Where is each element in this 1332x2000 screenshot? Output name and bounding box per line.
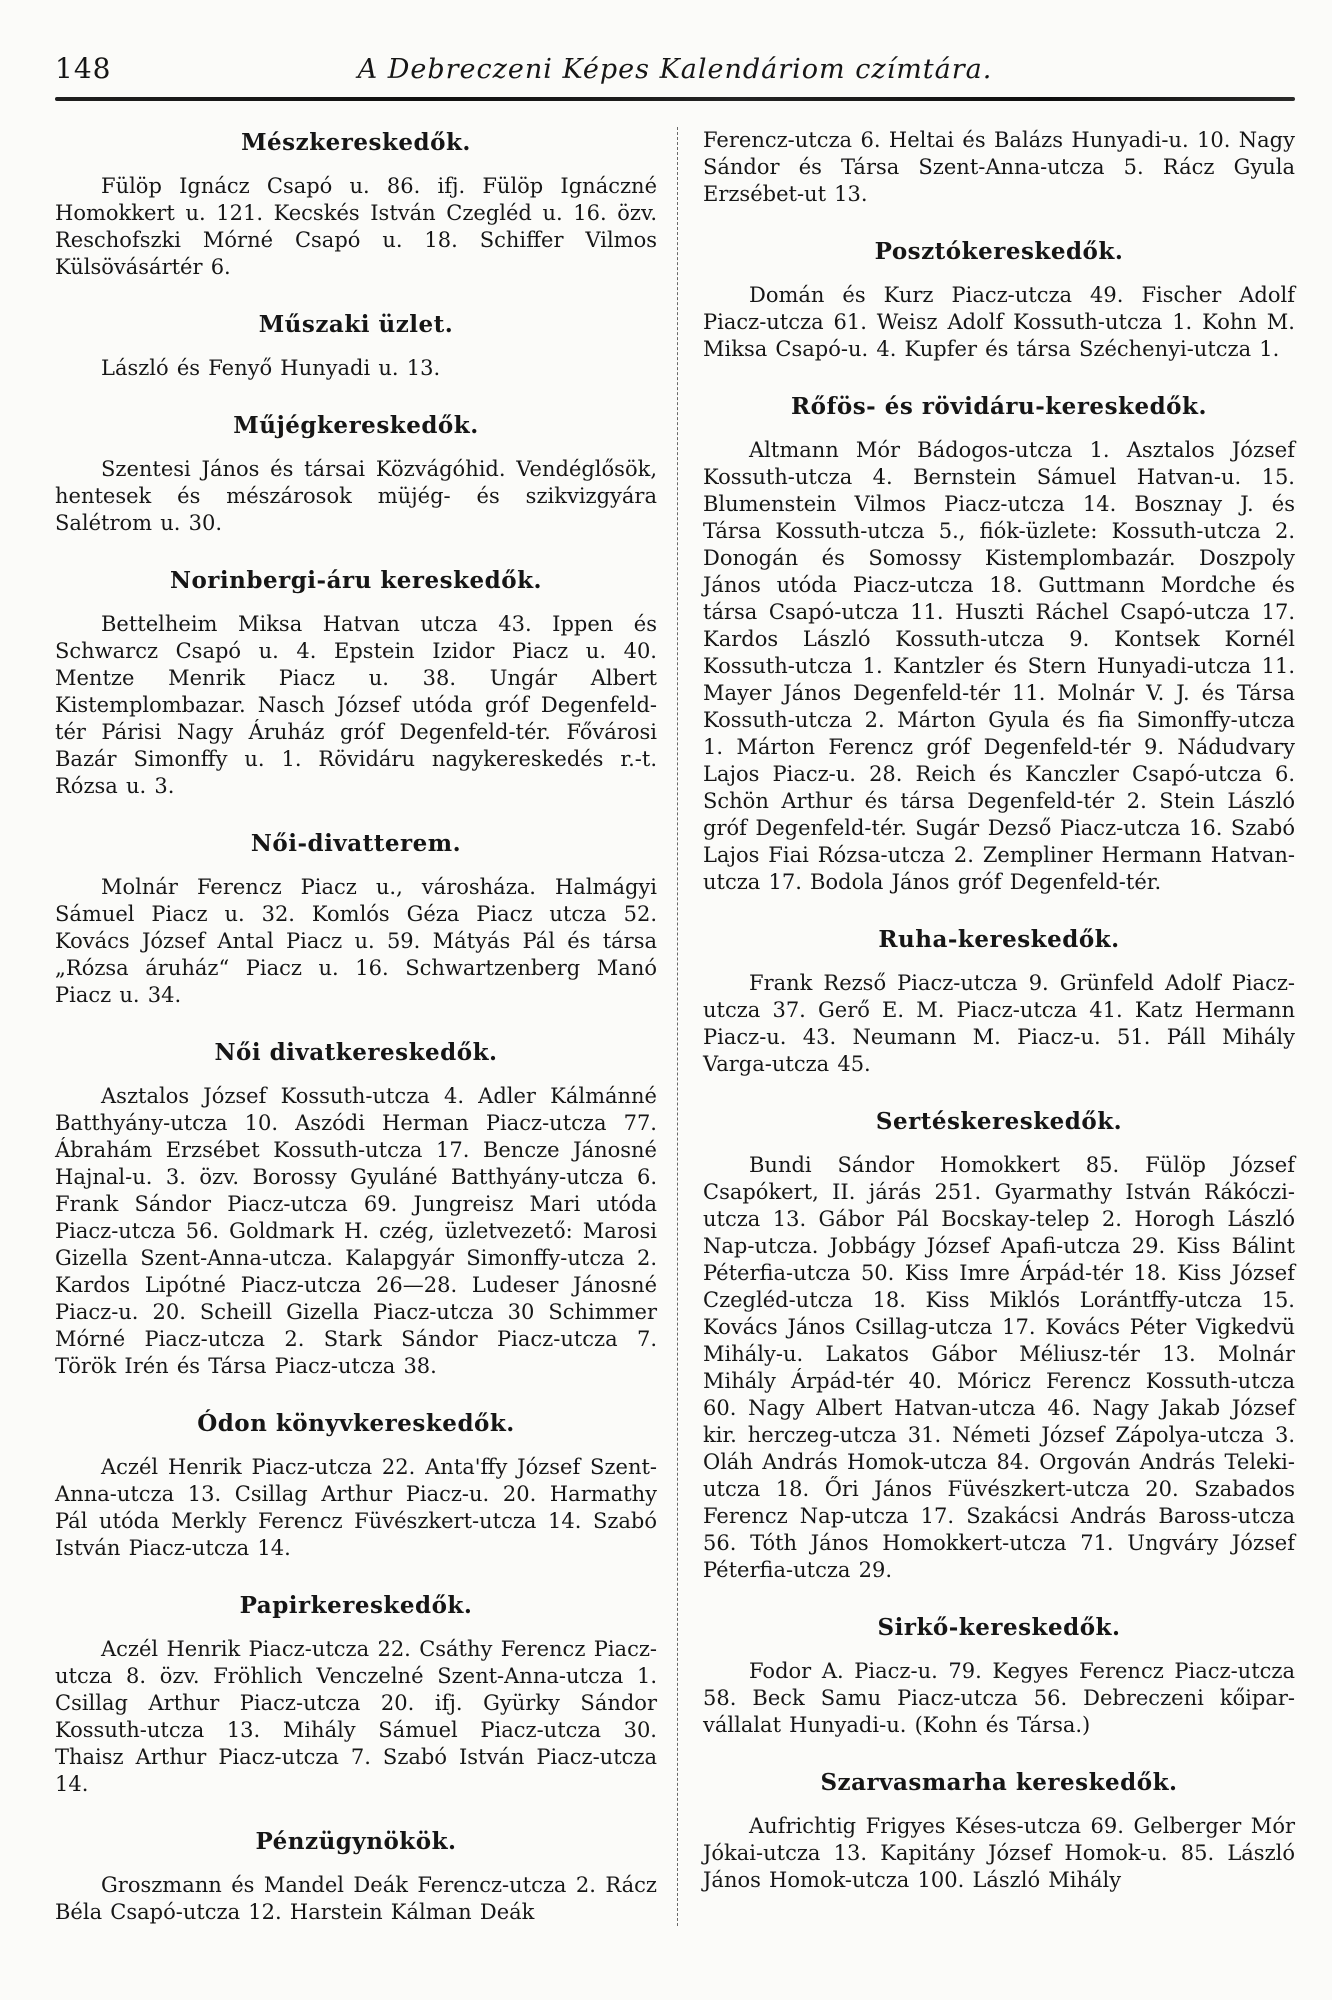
section-body: Asztalos József Kossuth-utcza 4. Adler Kálmánné Batthyány-utcza 10. Aszódi Herman Piacz-utcza 77. Ábrahám Erzsébet Kossuth-utcza 17. Bencze Jánosné Hajnal-u. 3. özv. Borossy Gyuláné Batthyány-utcza 6. Frank Sándor Piacz-utcza 69. Jungreisz Mari utóda Piacz-utcza 56. Goldmark H. czég, üzletvezető: Marosi Gizella Szent-Anna-utcza. Kalapgyár Simonffy-utcza 2. Kardos Lipótné Piacz-utcza 26—28. Ludeser Jánosné Piacz-u. 20. Scheill Gizella Piacz-utcza 30 Schimmer Mórné Piacz-utcza 2. Stark Sándor Piacz-utcza 7. Török Irén és Társa Piacz-utcza 38. (55, 1084, 657, 1378)
section-heading: Posztókereskedők. (874, 238, 1124, 265)
section-heading: Szarvasmarha kereskedők. (820, 1769, 1178, 1796)
section-body: Bettelheim Miksa Hatvan utcza 43. Ippen és Schwarcz Csapó u. 4. Epstein Izidor Piacz u. 40. Mentze Menrik Piacz u. 38. Ungár Albert Kistemplombazar. Nasch József utóda gróf Degenfeld-tér Párisi Nagy Áruház gróf Degenfeld-tér. Fővárosi Bazár Simonffy u. 1. Rövidáru nagykereskedés r.-t. Rózsa u. 3. (55, 612, 657, 798)
section-body: Domán és Kurz Piacz-utcza 49. Fischer Adolf Piacz-utcza 61. Weisz Adolf Kossuth-utcza 1. Kohn M. Miksa Csapó-u. 4. Kupfer és társa Széchenyi-utcza 1. (703, 283, 1295, 361)
header-rule (55, 97, 1295, 101)
section-body: Molnár Ferencz Piacz u., városháza. Halmágyi Sámuel Piacz u. 32. Komlós Géza Piacz utcza 52. Kovács József Antal Piacz u. 59. Mátyás Pál és társa „Rózsa áruház“ Piacz u. 16. Schwartzenberg Manó Piacz u. 34. (55, 875, 657, 1007)
left-column (55, 127, 678, 1926)
section-heading: Női-divatterem. (250, 830, 462, 857)
running-title: A Debreczeni Képes Kalendáriom czímtára. (357, 54, 993, 85)
section-body: Aufrichtig Frigyes Késes-utcza 69. Gelberger Mór Jókai-utcza 13. Kapitány József Homok-u. 85. László János Homok-utcza 100. László Mihály (703, 1814, 1295, 1892)
section-body: Fodor A. Piacz-u. 79. Kegyes Ferencz Piacz-utcza 58. Beck Samu Piacz-utcza 56. Debreczeni kőipar-vállalat Hunyadi-u. (Kohn és Társa.) (703, 1659, 1295, 1737)
section-heading: Női divatkereskedők. (214, 1039, 498, 1066)
section-heading: Papirkereskedők. (239, 1592, 473, 1619)
section-body: Szentesi János és társai Közvágóhid. Vendéglősök, hentesek és mészárosok müjég- és szikvizgyára Salétrom u. 30. (55, 457, 657, 535)
section-heading: Pénzügynökök. (255, 1828, 457, 1855)
page-number: 148 (55, 52, 112, 85)
right-column (678, 127, 1295, 1926)
section-heading: Norinbergi-áru kereskedők. (169, 567, 543, 594)
section-body: Frank Rezső Piacz-utcza 9. Grünfeld Adolf Piacz-utcza 37. Gerő E. M. Piacz-utcza 41. Katz Hermann Piacz-u. 43. Neumann M. Piacz-u. 51. Páll Mihály Varga-utcza 45. (703, 971, 1295, 1076)
section-heading: Műjégkereskedők. (233, 412, 479, 439)
section-heading: Ódon könyvkereskedők. (197, 1410, 515, 1437)
section-body: Groszmann és Mandel Deák Ferencz-utcza 2. Rácz Béla Csapó-utcza 12. Harstein Kálman Deák (55, 1873, 657, 1924)
section-body: Altmann Mór Bádogos-utcza 1. Asztalos József Kossuth-utcza 4. Bernstein Sámuel Hatvan-u. 15. Blumenstein Vilmos Piacz-utcza 14. Bosznay J. és Társa Kossuth-utcza 5., fiók-üzlete: Kossuth-utcza 2. Donogán és Somossy Kistemplombazár. Doszpoly János utóda Piacz-utcza 18. Guttmann Mordche és társa Csapó-utcza 11. Huszti Ráchel Csapó-utcza 17. Kardos László Kossuth-utcza 9. Kontsek Kornél Kossuth-utcza 1. Kantzler és Stern Hunyadi-utcza 11. Mayer János Degenfeld-tér 11. Molnár V. J. és Társa Kossuth-utcza 2. Márton Gyula és fia Simonffy-utcza 1. Márton Ferencz gróf Degenfeld-tér 9. Nádudvary Lajos Piacz-u. 28. Reich és Kanczler Csapó-utcza 6. Schön Arthur és társa Degenfeld-tér 2. Stein László gróf Degenfeld-tér. Sugár Dezső Piacz-utcza 16. Szabó Lajos Fiai Rózsa-utcza 2. Zempliner Hermann Hatvan-utcza 17. Bodola János gróf Degenfeld-tér. (703, 438, 1295, 894)
column-continuation-paragraph: Ferencz-utcza 6. Heltai és Balázs Hunyadi-u. 10. Nagy Sándor és Társa Szent-Anna-utcza 5. Rácz Gyula Erzsébet-ut 13. (703, 128, 1295, 206)
section-body: Bundi Sándor Homokkert 85. Fülöp József Csapókert, II. járás 251. Gyarmathy István Rákóczi-utcza 13. Gábor Pál Bocskay-telep 2. Horogh László Nap-utcza. Jobbágy József Apafi-utcza 29. Kiss Bálint Péterfia-utcza 50. Kiss Imre Árpád-tér 18. Kiss József Czegléd-utcza 18. Kiss Miklós Lorántffy-utcza 15. Kovács János Csillag-utcza 17. Kovács Péter Vigkedvü Mihály-u. Lakatos Gábor Méliusz-tér 13. Molnár Mihály Árpád-tér 40. Móricz Ferencz Kossuth-utcza 60. Nagy Albert Hatvan-utcza 46. Nagy Jakab József kir. herczeg-utcza 31. Németi József Zápolya-utcza 3. Oláh András Homok-utcza 84. Orgován András Teleki-utcza 18. Őri János Füvészkert-utcza 20. Szabados Ferencz Nap-utcza 17. Szakácsi András Baross-utcza 56. Tóth János Homokkert-utcza 71. Ungváry József Péterfia-utcza 29. (703, 1153, 1295, 1582)
section-body: Aczél Henrik Piacz-utcza 22. Anta'ffy József Szent-Anna-utcza 13. Csillag Arthur Piacz-u. 20. Harmathy Pál utóda Merkly Ferencz Füvészkert-utcza 14. Szabó István Piacz-utcza 14. (55, 1455, 657, 1560)
two-column-body (55, 127, 1295, 1926)
section-heading: Műszaki üzlet. (258, 311, 454, 338)
section-heading: Ruha-kereskedők. (878, 926, 1120, 953)
section-heading: Mészkereskedők. (241, 129, 471, 156)
section-heading: Sertéskereskedők. (875, 1108, 1123, 1135)
section-body: Fülöp Ignácz Csapó u. 86. ifj. Fülöp Ignáczné Homokkert u. 121. Kecskés István Czegléd u. 16. özv. Reschofszki Mórné Csapó u. 18. Schiffer Vilmos Külsövásártér 6. (55, 174, 657, 279)
section-heading: Rőfös- és rövidáru-kereskedők. (791, 393, 1207, 420)
section-heading: Sirkő-kereskedők. (877, 1614, 1121, 1641)
section-body: László és Fenyő Hunyadi u. 13. (101, 356, 441, 380)
page-header (55, 52, 1295, 85)
section-body: Aczél Henrik Piacz-utcza 22. Csáthy Ferencz Piacz-utcza 8. özv. Fröhlich Venczelné Szent-Anna-utcza 1. Csillag Arthur Piacz-utcza 20. ifj. Gyürky Sándor Kossuth-utcza 13. Mihály Sámuel Piacz-utcza 30. Thaisz Arthur Piacz-utcza 7. Szabó István Piacz-utcza 14. (55, 1637, 657, 1796)
